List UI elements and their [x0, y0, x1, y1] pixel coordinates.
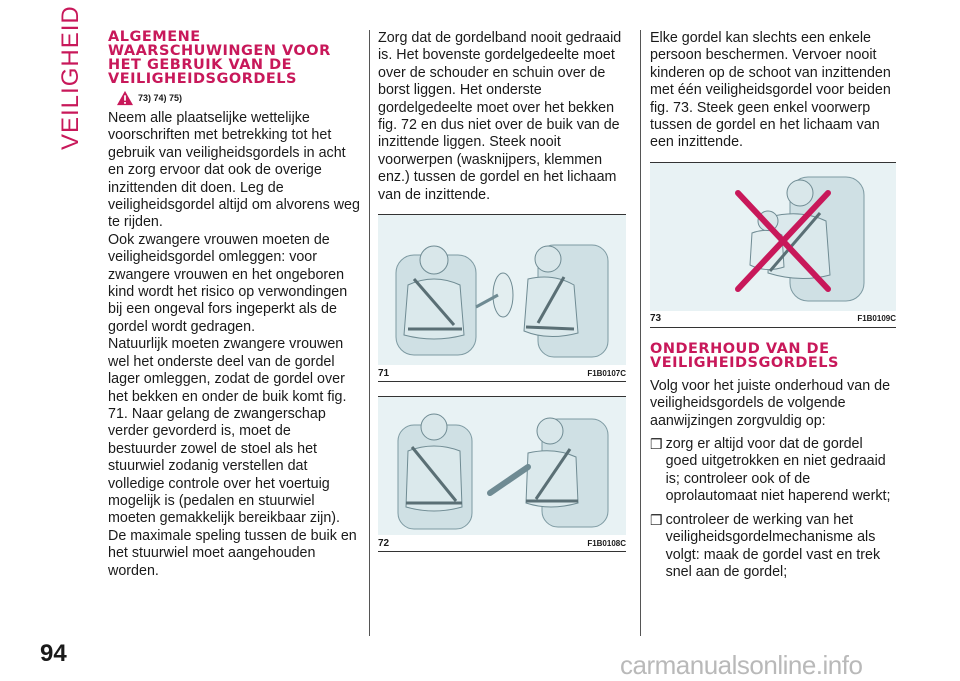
checkbox-bullet-icon: ❒	[650, 511, 663, 528]
warning-triangle-icon	[116, 90, 134, 106]
figure-caption	[650, 311, 896, 328]
paragraph: Volg voor het juiste onderhoud van de veiligheidsgordels de volgende aanwijzingen zorgvuldig op:	[650, 377, 891, 429]
paragraph: Ook zwangere vrouwen moeten de veiligheidsgordel omleggen: voor zwangere vrouwen en het ongeboren kind wordt het risico op verwondingen bij een ongeval fors ingeperkt als de gordel wordt gedragen.	[108, 231, 348, 335]
paragraph: Natuurlijk moeten zwangere vrouwen wel het onderste deel van de gordel lager omleggen, zodat de gordel over het bekken en onder de buik komt fig. 71. Naar gelang de zwangerschap verder gevorderd is, moet de bestuurder zowel de stoel als het stuurwiel zodanig verstellen dat volledige controle over het voertuig mogelijk is (pedalen en stuurwiel moeten gemakkelijk bereikbaar zijn). De maximale speling tussen de buik en het stuurwiel moet aangehouden worden.	[108, 336, 357, 579]
list-item-text: controleer de werking van het veiligheidsgordelmechanisme als volgt: maak de gordel vast en trek snel aan de gordel;	[665, 511, 881, 580]
paragraph: Elke gordel kan slechts een enkele persoon beschermen. Vervoer nooit kinderen op de schoot van inzittenden met één veiligheidsgordel voor beiden fig. 73. Steek geen enkel voorwerp tussen de gordel en het lichaam van een inzittende.	[650, 30, 891, 151]
column-divider	[369, 30, 370, 636]
figure-caption	[378, 365, 626, 382]
section-heading-warnings: ALGEMENE WAARSCHUWINGEN VOOR HET GEBRUIK VAN DE VEILIGHEIDSGORDELS	[108, 29, 331, 87]
paragraph: Zorg dat de gordelband nooit gedraaid is. Het bovenste gordelgedeelte moet over de schouder en schuin over de borst liggen. Het onderste gordelgedeelte moet over het bekken fig. 72 en dus niet over de buik van de inzittende liggen. Steek nooit voorwerpen (wasknijpers, klemmen enz.) tussen de gordel en het lichaam van de inzittende.	[378, 30, 622, 203]
figure-71	[378, 214, 626, 382]
pregnant-seatbelt-illustration	[378, 215, 626, 365]
figure-number: 71	[378, 367, 390, 379]
child-on-lap-prohibited-illustration	[650, 163, 896, 311]
figure-number: 73	[650, 313, 662, 325]
watermark: carmanualsonline.info	[620, 650, 863, 680]
column-1	[108, 30, 362, 580]
checkbox-bullet-icon: ❒	[650, 436, 663, 453]
list-item	[650, 436, 896, 506]
figure-72	[378, 396, 626, 552]
page-number: 94	[40, 640, 67, 667]
paragraph: Neem alle plaatselijke wettelijke voorschriften met betrekking tot het gebruik van veiligheidsgordels in acht en zorg ervoor dat ook de overige inzittenden dit doen. Leg de veiligheidsgordel altijd om alvorens weg te rijden.	[108, 110, 360, 231]
list-item-text: zorg er altijd voor dat de gordel goed uitgetrokken en niet gedraaid is; controleer ook of de oprolautomaat niet haperend werkt;	[665, 436, 891, 505]
warning-refs: 73) 74) 75)	[138, 93, 183, 103]
section-heading-maintenance: ONDERHOUD VAN DE VEILIGHEIDSGORDELS	[650, 340, 839, 371]
column-divider	[640, 30, 641, 636]
list-item	[650, 512, 896, 582]
figure-code: F1B0109C	[857, 314, 896, 324]
column-3	[650, 30, 896, 581]
figure-code: F1B0107C	[587, 368, 626, 378]
column-2	[378, 30, 626, 552]
figure-code: F1B0108C	[587, 538, 626, 548]
warning-reference	[116, 90, 362, 106]
figure-number: 72	[378, 537, 390, 549]
seatbelt-position-illustration	[378, 397, 626, 535]
figure-caption	[378, 535, 626, 552]
figure-73	[650, 162, 896, 328]
